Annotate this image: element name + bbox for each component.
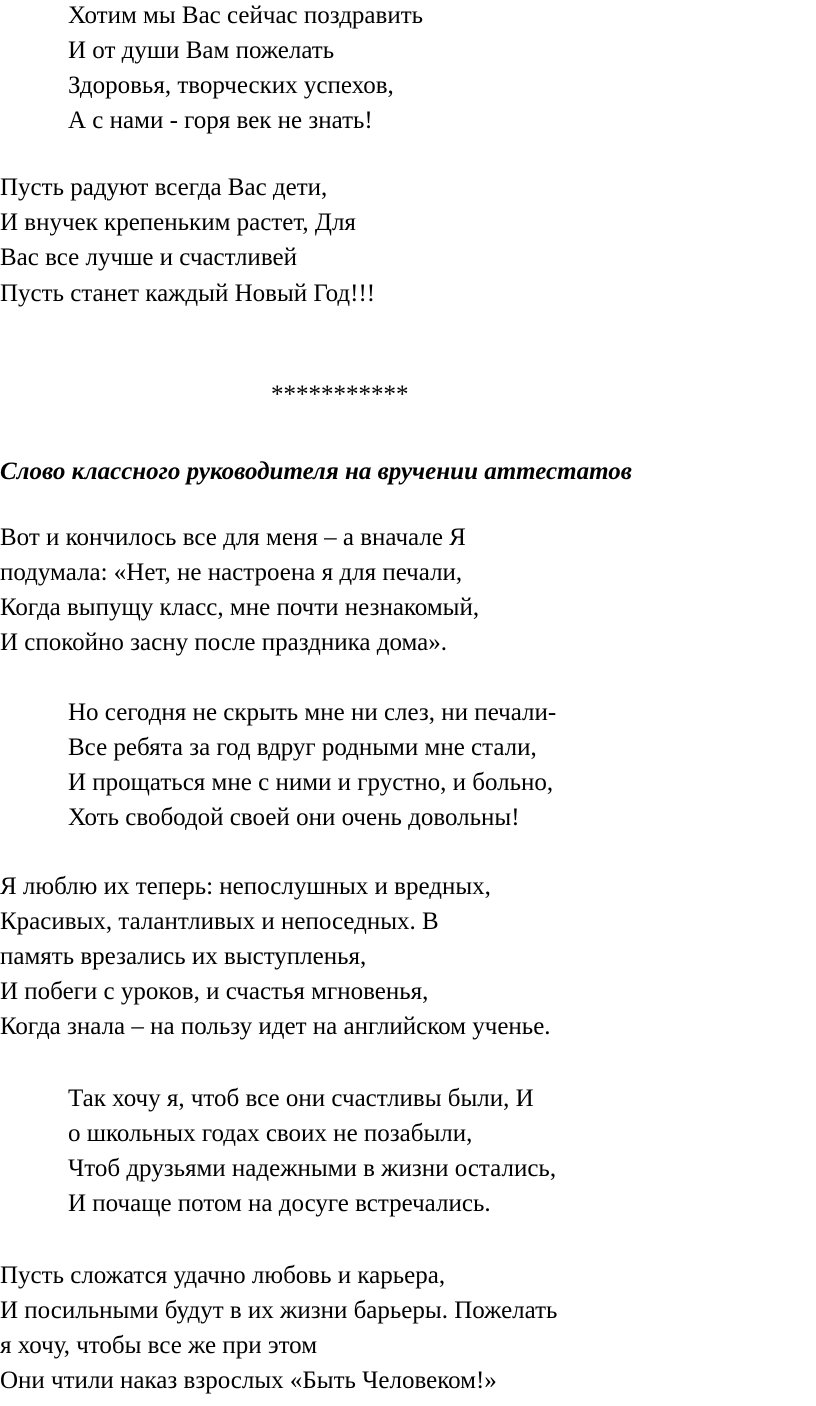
poem-line: подумала: «Нет, не настроена я для печали, [0, 559, 463, 586]
poem-line: И почаще потом на досуге встречались. [68, 1190, 491, 1217]
poem-line: А с нами - горя век не знать! [68, 107, 373, 134]
poem-line: Но сегодня не скрыть мне ни слез, ни печали- [68, 699, 557, 726]
poem-line: Все ребята за год вдруг родными мне стали, [68, 734, 537, 761]
poem-line: И спокойно засну после праздника дома». [0, 629, 448, 656]
poem-line: Вас все лучше и счастливей [0, 244, 297, 271]
poem-line: Пусть станет каждый Новый Год!!! [0, 280, 376, 307]
poem-line: память врезались их выступленья, [0, 943, 367, 970]
poem-line: Когда знала – на пользу идет на английском ученье. [0, 1013, 551, 1040]
section-heading: Слово классного руководителя на вручении аттестатов [0, 458, 632, 485]
poem-line: Хоть свободой своей они очень довольны! [68, 804, 520, 831]
poem-line: Пусть сложатся удачно любовь и карьера, [0, 1262, 446, 1289]
poem-line: Так хочу я, чтоб все они счастливы были, И [68, 1085, 534, 1112]
poem-line: Хотим мы Вас сейчас поздравить [68, 2, 424, 29]
poem-line: И посильными будут в их жизни барьеры. Пожелать [0, 1297, 558, 1324]
poem-line: Они чтили наказ взрослых «Быть Человеком!» [0, 1367, 497, 1394]
poem-line: Красивых, талантливых и непоседных. В [0, 908, 439, 935]
poem-line: И внучек крепеньким растет, Для [0, 209, 356, 236]
poem-line: Когда выпущу класс, мне почти незнакомый, [0, 594, 480, 621]
section-separator: *********** [271, 381, 409, 408]
poem-line: Здоровья, творческих успехов, [68, 72, 394, 99]
poem-line: И от души Вам пожелать [68, 37, 335, 64]
poem-line: Вот и кончилось все для меня – а вначале Я [0, 524, 466, 551]
poem-line: о школьных годах своих не позабыли, [68, 1120, 473, 1147]
poem-line: Чтоб друзьями надежными в жизни остались, [68, 1155, 557, 1182]
poem-line: И побеги с уроков, и счастья мгновенья, [0, 978, 429, 1005]
poem-line: я хочу, чтобы все же при этом [0, 1332, 318, 1359]
poem-line: Я люблю их теперь: непослушных и вредных, [0, 873, 491, 900]
poem-line: Пусть радуют всегда Вас дети, [0, 174, 328, 201]
poem-line: И прощаться мне с ними и грустно, и больно, [68, 769, 554, 796]
